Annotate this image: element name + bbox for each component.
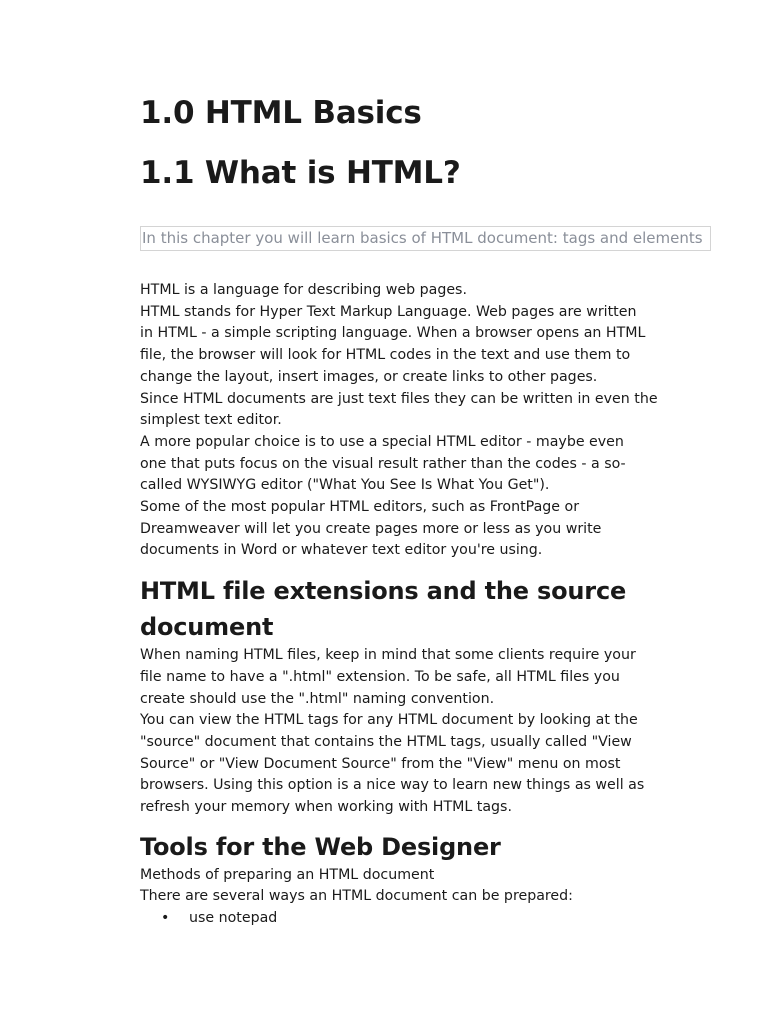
body-line: Methods of preparing an HTML document (140, 866, 435, 883)
heading-file-extensions (140, 573, 700, 645)
section-1-body (140, 280, 700, 562)
body-line: create should use the ".html" naming convention. (140, 690, 495, 707)
list-item-label: use notepad (189, 910, 278, 927)
intro-textbox: In this chapter you will learn basics of HTML document: tags and elements (140, 226, 711, 251)
body-line: Dreamweaver will let you create pages more or less as you write (140, 520, 602, 537)
body-line: There are several ways an HTML document can be prepared: (140, 888, 573, 905)
body-line: simplest text editor. (140, 412, 282, 429)
section-3-body (140, 865, 700, 908)
list-item (140, 908, 700, 930)
body-line: file name to have a ".html" extension. To be safe, all HTML files you (140, 668, 620, 685)
body-line: change the layout, insert images, or create links to other pages. (140, 368, 598, 385)
body-line: HTML is a language for describing web pages. (140, 282, 467, 298)
body-line: Some of the most popular HTML editors, such as FrontPage or (140, 499, 580, 516)
body-line: Since HTML documents are just text files they can be written in even the (140, 390, 658, 407)
page-title: 1.0 HTML Basics (140, 95, 422, 131)
body-line: called WYSIWYG editor ("What You See Is What You Get"). (140, 477, 550, 494)
heading-line: HTML file extensions and the source (140, 577, 627, 606)
heading-line: document (140, 613, 274, 642)
body-line: HTML stands for Hyper Text Markup Language. Web pages are written (140, 303, 637, 320)
body-line: When naming HTML files, keep in mind that some clients require your (140, 647, 636, 664)
body-line: file, the browser will look for HTML codes in the text and use them to (140, 347, 631, 364)
tools-list (140, 908, 700, 930)
bullet-icon: • (161, 910, 170, 927)
body-line: one that puts focus on the visual result rather than the codes - a so- (140, 455, 626, 472)
body-line: "source" document that contains the HTML tags, usually called "View (140, 733, 632, 750)
body-line: browsers. Using this option is a nice way to learn new things as well as (140, 777, 645, 794)
body-line: A more popular choice is to use a special HTML editor - maybe even (140, 433, 624, 450)
body-line: Source" or "View Document Source" from the "View" menu on most (140, 755, 621, 772)
body-line: refresh your memory when working with HTML tags. (140, 799, 512, 816)
body-line: in HTML - a simple scripting language. When a browser opens an HTML (140, 325, 646, 342)
document-page (140, 95, 703, 930)
heading-tools: Tools for the Web Designer (140, 832, 501, 861)
body-line: documents in Word or whatever text editor you're using. (140, 542, 543, 559)
section-2-body (140, 645, 700, 819)
section-title: 1.1 What is HTML? (140, 155, 461, 191)
body-line: You can view the HTML tags for any HTML document by looking at the (140, 712, 638, 729)
